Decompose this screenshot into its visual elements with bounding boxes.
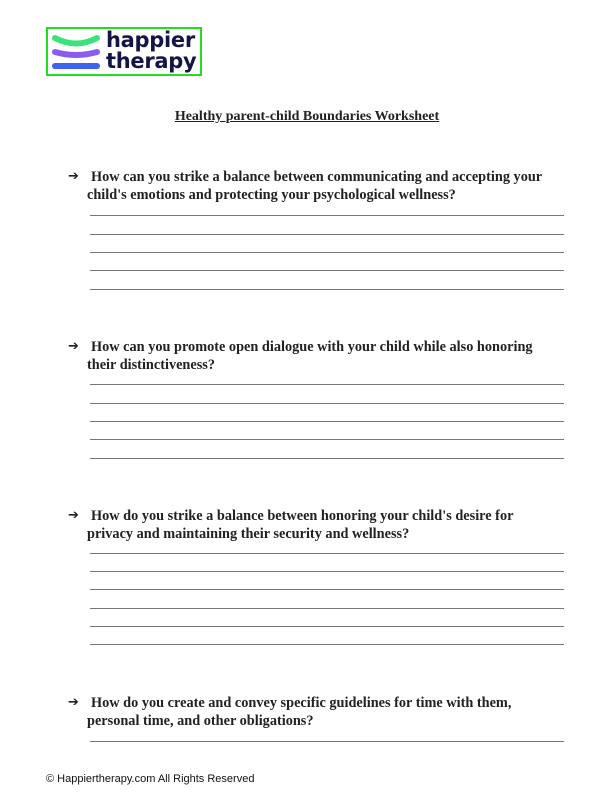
answer-line[interactable]: [90, 252, 564, 253]
answer-line[interactable]: [90, 553, 564, 554]
answer-line[interactable]: [90, 626, 564, 627]
logo-text: [106, 30, 196, 72]
answer-line[interactable]: [90, 608, 564, 609]
arrow-right-icon: ➔: [68, 169, 79, 184]
logo-text-line1: happier: [106, 28, 195, 52]
question-2: [68, 338, 548, 374]
copyright-footer: © Happiertherapy.com All Rights Reserved: [46, 773, 255, 785]
question-1: [68, 168, 548, 204]
question-text: How can you promote open dialogue with your child while also honoring their distinctiveness?: [87, 339, 533, 373]
logo: [46, 27, 202, 76]
question-4: [68, 694, 548, 730]
answer-line[interactable]: [90, 215, 564, 216]
answer-line[interactable]: [90, 270, 564, 271]
answer-line[interactable]: [90, 571, 564, 572]
question-3: [68, 507, 548, 543]
answer-line[interactable]: [90, 741, 564, 742]
question-text: How do you create and convey specific guidelines for time with them, personal time, and other obligations?: [87, 695, 512, 729]
answer-line[interactable]: [90, 589, 564, 590]
answer-line[interactable]: [90, 403, 564, 404]
logo-text-line2: therapy: [106, 49, 197, 73]
question-text: How do you strike a balance between honoring your child's desire for privacy and maintaining their security and wellness?: [87, 508, 514, 542]
answer-line[interactable]: [90, 644, 564, 645]
answer-line[interactable]: [90, 439, 564, 440]
answer-line[interactable]: [90, 458, 564, 459]
answer-line[interactable]: [90, 384, 564, 385]
logo-bars-icon: [51, 33, 101, 73]
arrow-right-icon: ➔: [68, 508, 79, 523]
worksheet-title: Healthy parent-child Boundaries Worksheet: [174, 109, 440, 124]
answer-line[interactable]: [90, 234, 564, 235]
answer-line[interactable]: [90, 421, 564, 422]
question-text: How can you strike a balance between communicating and accepting your child's emotions and protecting your psychological wellness?: [87, 169, 542, 203]
arrow-right-icon: ➔: [68, 695, 79, 710]
arrow-right-icon: ➔: [68, 339, 79, 354]
answer-line[interactable]: [90, 289, 564, 290]
